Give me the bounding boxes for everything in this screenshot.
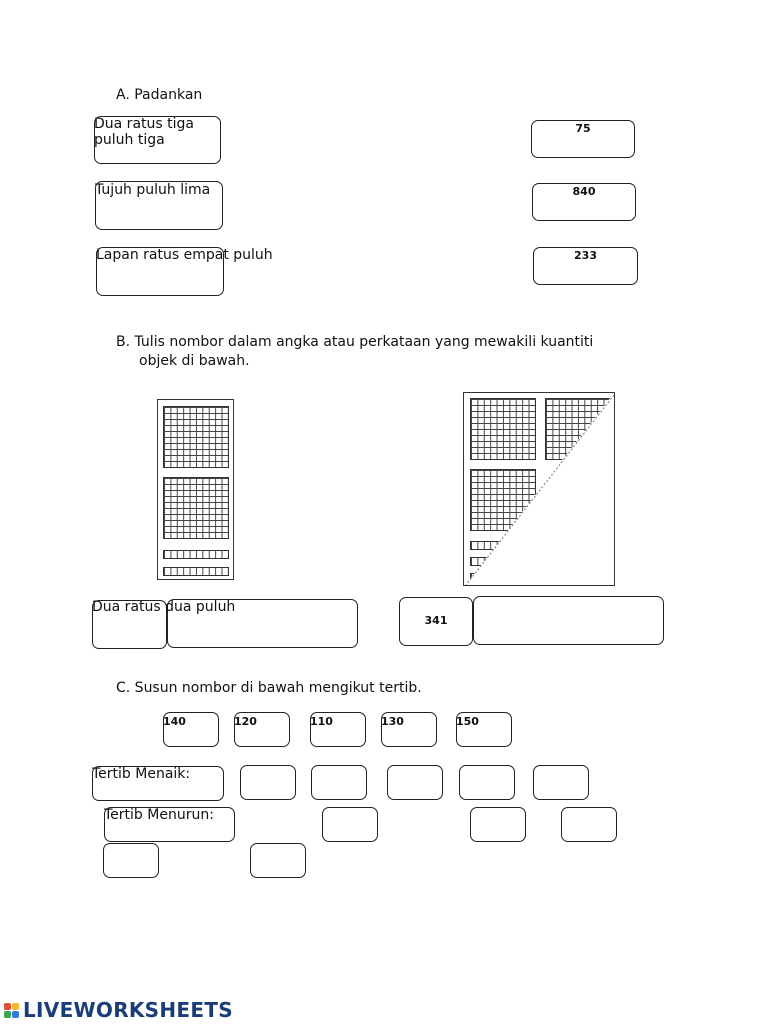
answer-box-b2-words[interactable] [473, 596, 664, 645]
match-right-text-3: 233 [574, 249, 597, 262]
section-b-heading-line1: B. Tulis nombor dalam angka atau perkataan yang mewakili kuantiti [116, 334, 594, 350]
descending-label: Tertib Menurun: [104, 807, 214, 823]
section-a-heading: A. Padankan [116, 87, 203, 103]
match-left-text-1: Dua ratus tiga puluh tiga [94, 116, 194, 148]
match-left-text-2: Tujuh puluh lima [95, 182, 211, 198]
hundred-flat [163, 406, 229, 468]
answer-b2-number-text: 341 [424, 614, 448, 627]
match-right-text-2: 840 [572, 185, 596, 198]
section-c-heading: C. Susun nombor di bawah mengikut tertib. [116, 680, 422, 696]
logo-text: LIVEWORKSHEETS [23, 998, 234, 1022]
ascending-slot-1[interactable] [240, 765, 296, 800]
torn-corner-overlay [464, 393, 615, 586]
match-right-text-1: 75 [575, 122, 591, 135]
section-b-heading-line2: objek di bawah. [139, 353, 250, 369]
number-card-text-1: 140 [163, 715, 186, 728]
liveworksheets-logo-icon [4, 1003, 20, 1019]
ascending-slot-2[interactable] [311, 765, 367, 800]
base-ten-picture-2 [463, 392, 615, 586]
ten-rod [163, 567, 229, 576]
ascending-label: Tertib Menaik: [92, 766, 191, 782]
answer-b1-text: Dua ratus dua puluh [92, 599, 236, 615]
number-card-text-2: 120 [234, 715, 257, 728]
hundred-flat [163, 477, 229, 539]
ascending-slot-4[interactable] [459, 765, 515, 800]
descending-slot-2[interactable] [470, 807, 526, 842]
number-card-text-3: 110 [310, 715, 333, 728]
match-left-text-3: Lapan ratus empat puluh [96, 247, 273, 263]
descending-slot-3[interactable] [561, 807, 617, 842]
descending-slot-1[interactable] [322, 807, 378, 842]
number-card-text-5: 150 [456, 715, 479, 728]
number-card-text-4: 130 [381, 715, 404, 728]
base-ten-picture-1 [157, 399, 234, 580]
liveworksheets-logo [4, 998, 233, 1022]
ascending-slot-3[interactable] [387, 765, 443, 800]
ascending-slot-5[interactable] [533, 765, 589, 800]
descending-slot-5[interactable] [250, 843, 306, 878]
ten-rod [163, 550, 229, 559]
descending-slot-4[interactable] [103, 843, 159, 878]
